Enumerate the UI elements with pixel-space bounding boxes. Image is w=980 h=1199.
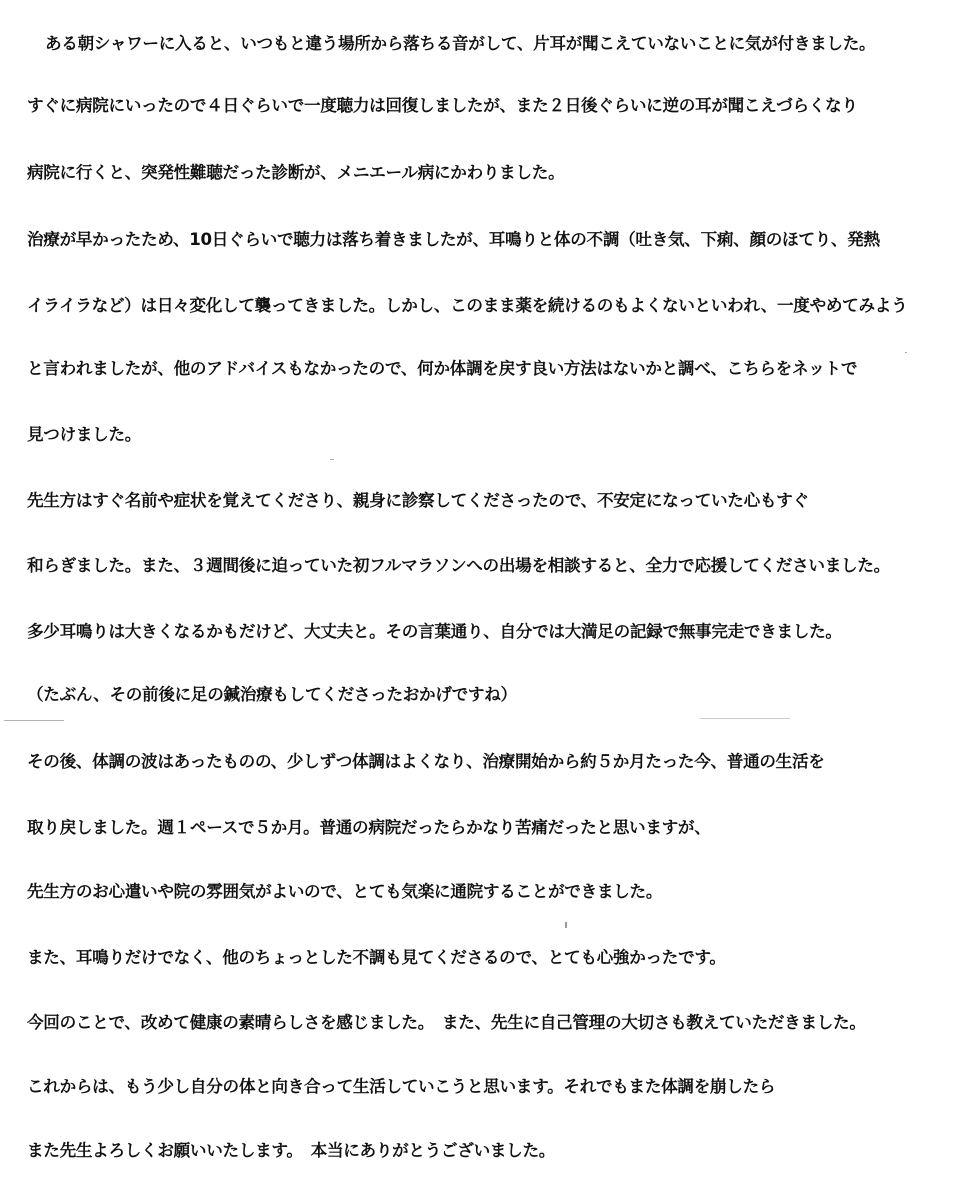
scan-artifact [4, 720, 64, 721]
text-line-5: イライラなど）は日々変化して襲ってきました。しかし、このまま薬を続けるのもよくないといわれ、一度やめてみよう [27, 296, 908, 315]
scan-artifact [905, 352, 907, 353]
text-line-11: （たぶん、その前後に足の鍼治療もしてくださったおかげですね） [27, 685, 517, 704]
text-line-6: と言われましたが、他のアドバイスもなかったので、何か体調を戻す良い方法はないかと調べ、こちらをネットで [27, 359, 858, 378]
text-line-14: 先生方のお心遣いや院の雰囲気がよいので、とても気楽に通院することができました。 [27, 882, 663, 901]
text-line-10: 多少耳鳴りは大きくなるかもだけど、大丈夫と。その言葉通り、自分では大満足の記録で無事完走できました。 [27, 622, 842, 641]
text-line-12: その後、体調の波はあったものの、少しずつ体調はよくなり、治療開始から約５か月たった今、普通の生活を [27, 752, 825, 771]
text-line-7: 見つけました。 [27, 425, 142, 444]
text-line-4: 治療が早かったため、10日ぐらいで聴力は落ち着きましたが、耳鳴りと体の不調（吐き気、下痢、顔のほてり、発熱 [27, 230, 880, 249]
text-line-3: 病院に行くと、突発性難聴だった診断が、メニエール病にかわりました。 [27, 163, 565, 182]
scan-artifact [700, 718, 790, 719]
scan-artifact [330, 459, 334, 460]
scan-artifact [565, 922, 567, 928]
text-line-16: 今回のことで、改めて健康の素晴らしさを感じました。 また、先生に自己管理の大切さも教えていただきました。 [27, 1013, 866, 1032]
text-line-13: 取り戻しました。週１ペースで５か月。普通の病院だったらかなり苦痛だったと思いますが、 [27, 818, 711, 837]
text-line-17: これからは、もう少し自分の体と向き合って生活していこうと思います。それでもまた体調を崩したら [27, 1077, 776, 1096]
text-line-8: 先生方はすぐ名前や症状を覚えてくださり、親身に診察してくださったので、不安定になっていた心もすぐ [27, 491, 809, 510]
text-line-9: 和らぎました。また、３週間後に迫っていた初フルマラソンへの出場を相談すると、全力で応援してくださいました。 [27, 556, 890, 575]
text-line-1: ある朝シャワーに入ると、いつもと違う場所から落ちる音がして、片耳が聞こえていないことに気が付きました。 [45, 34, 876, 53]
text-line-18: また先生よろしくお願いいたします。 本当にありがとうございました。 [27, 1141, 556, 1160]
text-line-15: また、耳鳴りだけでなく、他のちょっとした不調も見てくださるので、とても心強かったです。 [27, 948, 726, 967]
text-line-2: すぐに病院にいったので４日ぐらいで一度聴力は回復しましたが、また２日後ぐらいに逆の耳が聞こえづらくなり [27, 96, 858, 115]
